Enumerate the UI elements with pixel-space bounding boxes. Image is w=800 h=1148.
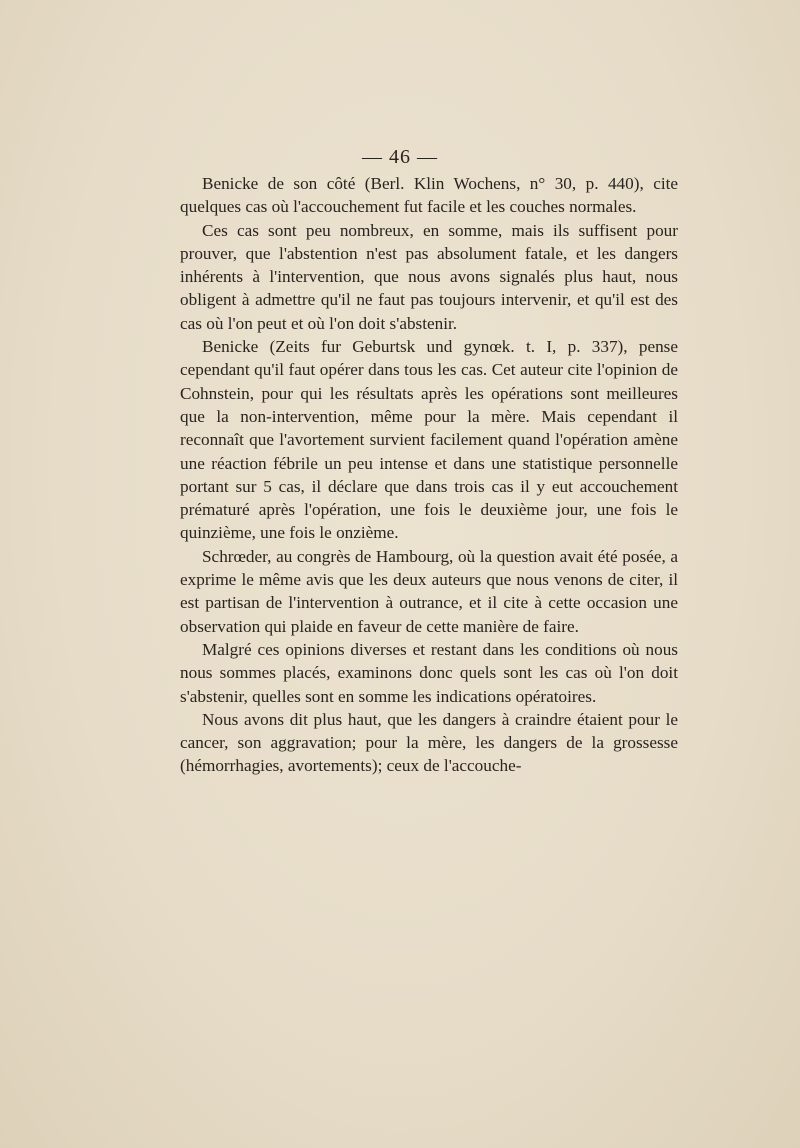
paragraph: Schrœder, au congrès de Hambourg, où la question avait été posée, a exprime le même avis que les deux auteurs que nous venons de citer, il est partisan de l'intervention à outrance, et il cite à cette occasion une observation qui plaide en faveur de cette manière de faire.: [180, 546, 678, 636]
body-text: [180, 172, 678, 778]
paragraph: Ces cas sont peu nombreux, en somme, mais ils suffisent pour prouver, que l'abstention n'est pas absolument fatale, et les dangers inhérents à l'intervention, que nous avons signalés plus haut, nous obligent à admettre qu'il ne faut pas toujours intervenir, et qu'il est des cas où l'on peut et où l'on doit s'abstenir.: [180, 220, 678, 333]
paragraph: Malgré ces opinions diverses et restant dans les conditions où nous nous sommes placés, examinons donc quels sont les cas où l'on doit s'abstenir, quelles sont en somme les indications opératoires.: [180, 639, 678, 706]
paragraph: Nous avons dit plus haut, que les dangers à craindre étaient pour le cancer, son aggravation; pour la mère, les dangers de la grossesse (hémorrhagies, avortements); ceux de l'accouche-: [180, 709, 678, 776]
paragraph: Benicke de son côté (Berl. Klin Wochens, n° 30, p. 440), cite quelques cas où l'accouchement fut facile et les couches normales.: [180, 174, 678, 217]
page-number: — 46 —: [362, 146, 438, 168]
paragraph: Benicke (Zeits fur Geburtsk und gynœk. t. I, p. 337), pense cependant qu'il faut opérer dans tous les cas. Cet auteur cite l'opinion de Cohnstein, pour qui les résultats après les opérations sont meilleures que la non-intervention, même pour la mère. Mais cependant il reconnaît que l'avortement survient facilement quand l'opération amène une réaction fébrile un peu intense et dans une statistique personnelle portant sur 5 cas, il déclare que dans trois cas il y eut accouchement prématuré après l'opération, une fois le deuxième jour, une fois le quinzième, une fois le onzième.: [180, 337, 678, 543]
